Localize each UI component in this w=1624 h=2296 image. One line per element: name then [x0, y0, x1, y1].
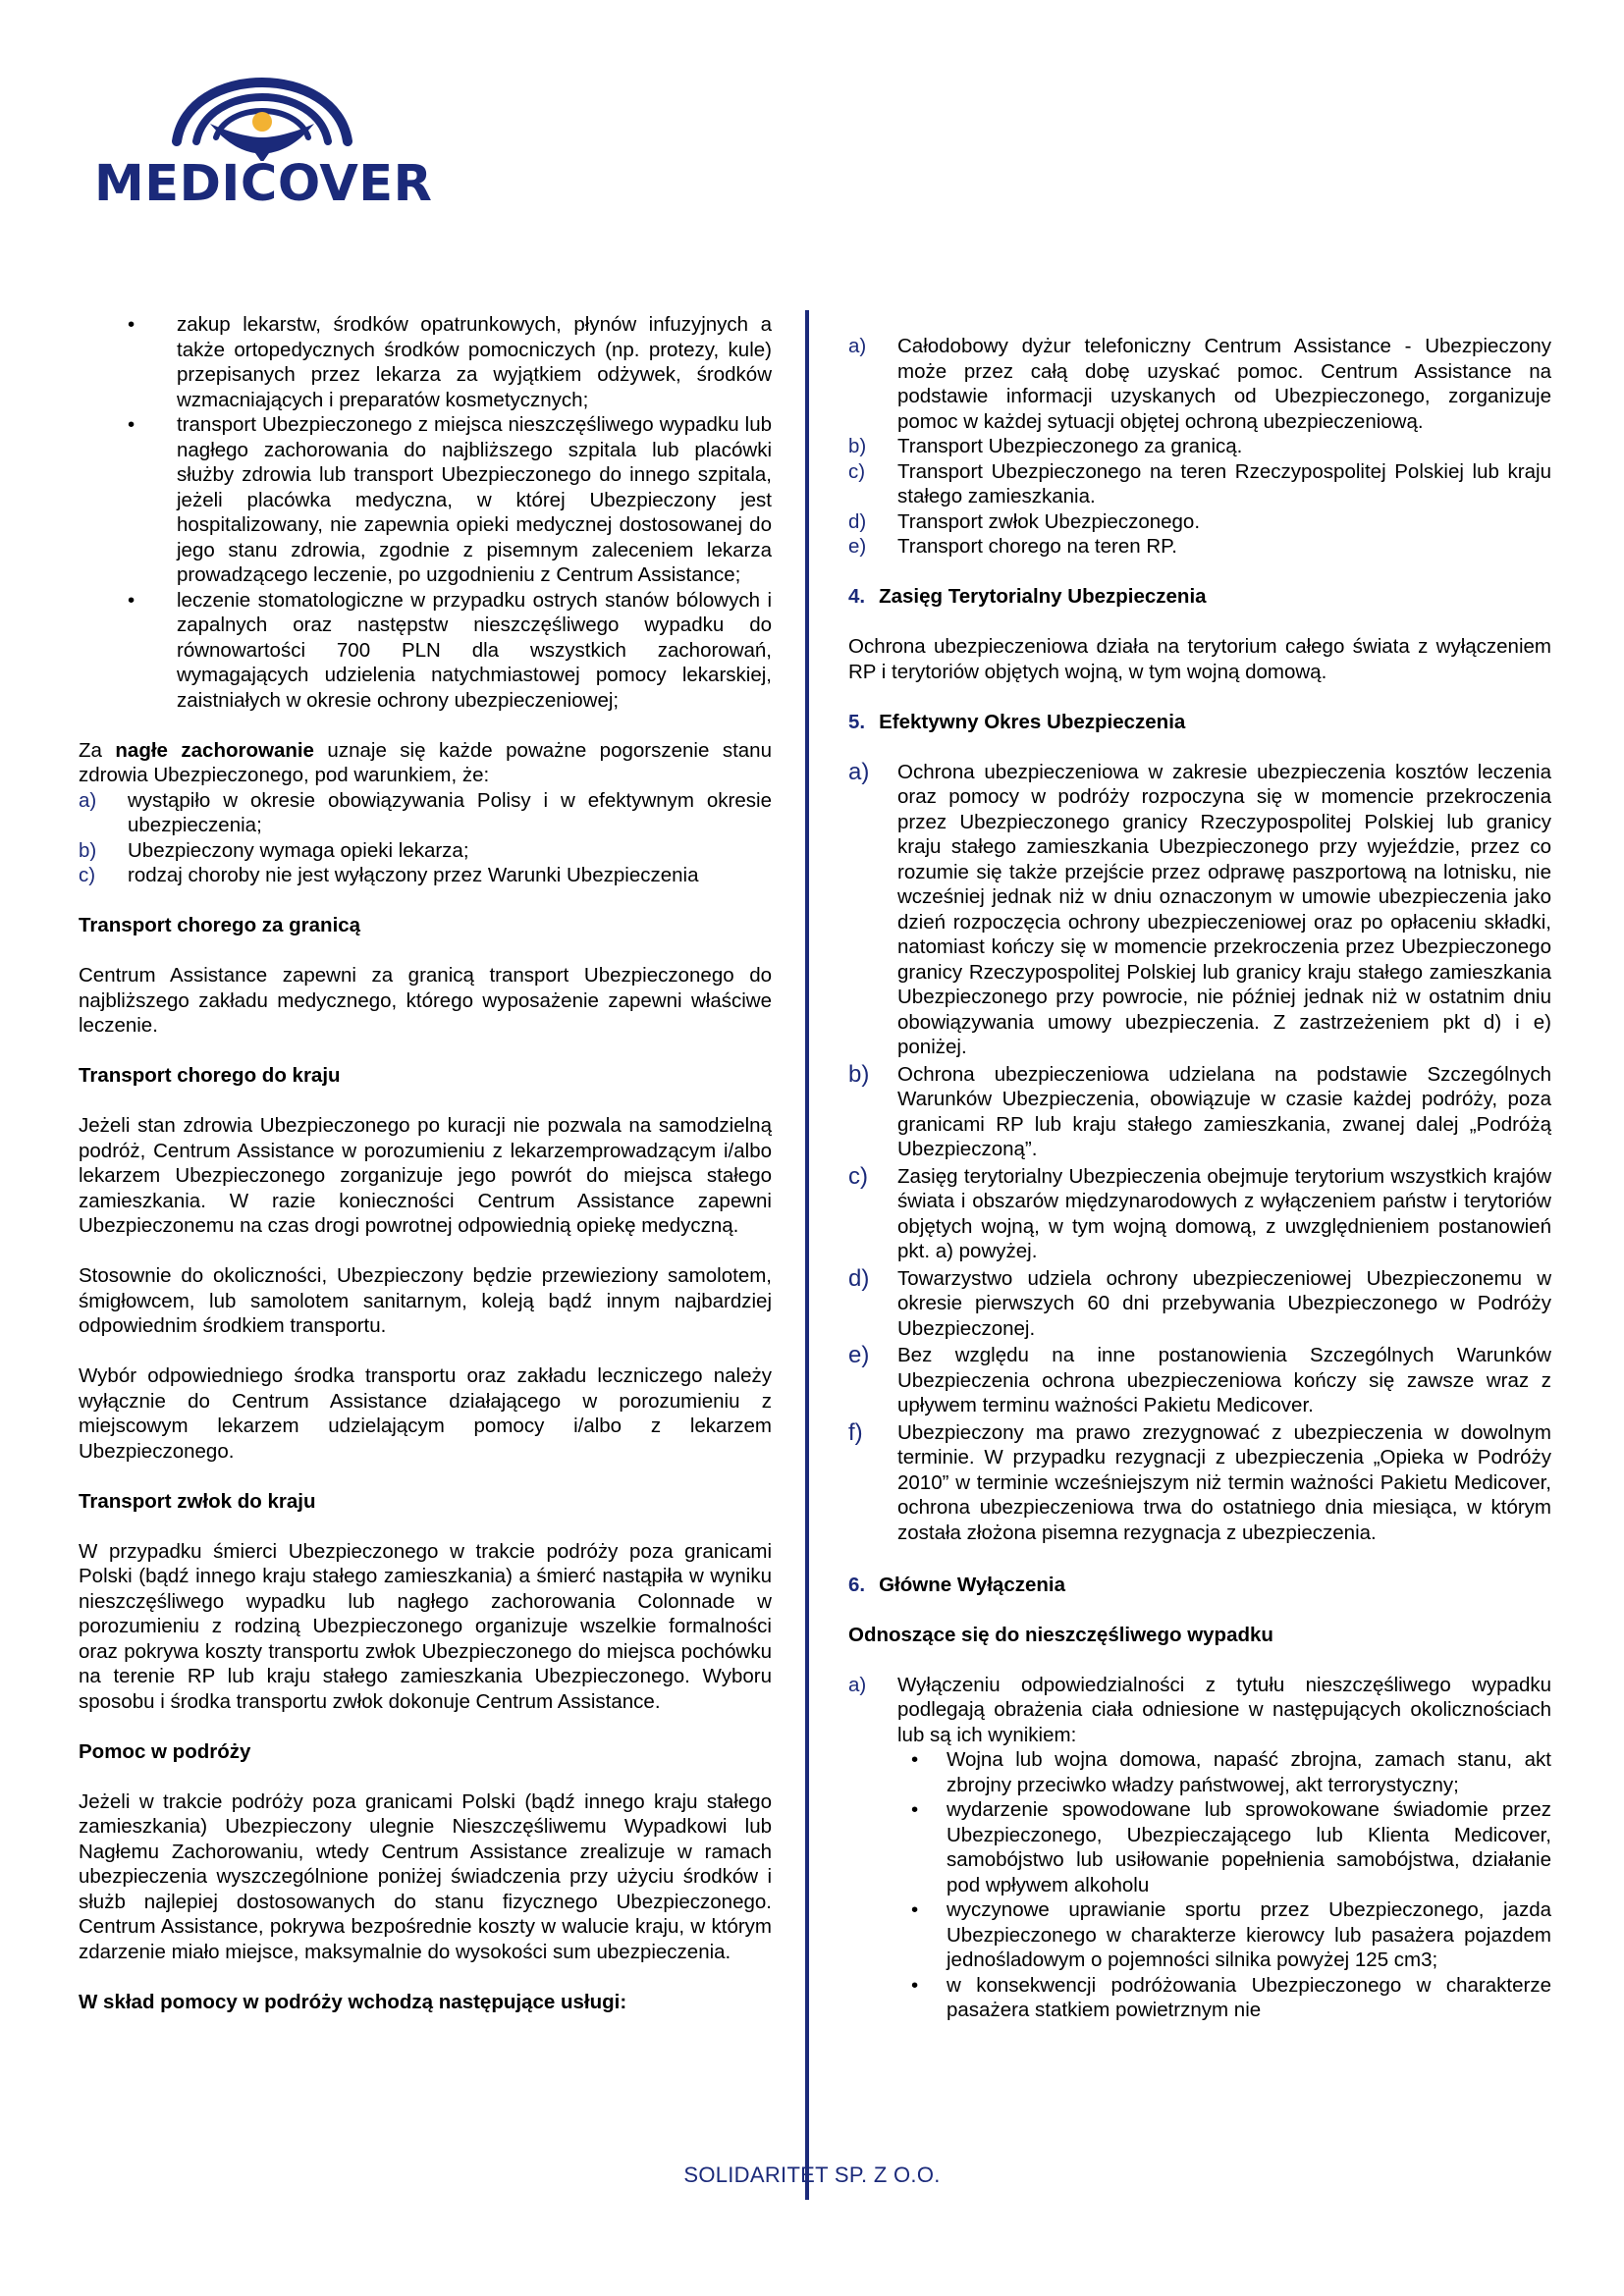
list-item: • transport Ubezpieczonego z miejsca nieszczęśliwego wypadku lub nagłego zachorowania do najbliższego szpitala lub placówki służby zdrowia lub transport Ubezpieczonego do innego szpitala, jeżeli placówka medyczna, w której Ubezpieczony jest hospitalizowany, nie zapewnia opieki medycznej dostosowanej do jego stanu zdrowia, zgodnie z pisemnym zaleceniem lekarza prowadzącego leczenie, po uzgodnieniu z Centrum Assistance;: [128, 413, 772, 586]
list-item: • wydarzenie spowodowane lub sprowokowane świadomie przez Ubezpieczonego, Ubezpieczającego lub Klienta Medicover, samobójstwo lub usiłowanie popełnienia samobójstwa, działanie pod wpływem alkoholu: [911, 1798, 1551, 1896]
section-heading: 6. Główne Wyłączenia: [848, 1573, 1065, 1596]
medicover-emblem-icon: [94, 43, 430, 161]
list-item: • zakup lekarstw, środków opatrunkowych, płynów infuzyjnych a także ortopedycznych środków pomocniczych (np. protezy, kule) przepisanych przez lekarza za wyjątkiem odżywek, środków wzmacniających i preparatów kosmetycznych;: [128, 313, 772, 411]
section-heading: W skład pomocy w podróży wchodzą następujące usługi:: [79, 1990, 627, 2013]
list-item: e) Bez względu na inne postanowienia Szczególnych Warunków Ubezpieczenia ochrona ubezpieczeniowa kończy się zawsze wraz z upływem terminu ważności Pakietu Medicover.: [848, 1342, 1551, 1416]
list-item: d) Transport zwłok Ubezpieczonego.: [848, 509, 1201, 533]
insurance-period-list: [848, 760, 1551, 1546]
list-item: • leczenie stomatologiczne w przypadku ostrych stanów bólowych i zapalnych oraz następstw nieszczęśliwego wypadku do równowartości 700 PLN dla wszystkich zachorowań, wymagających udzielenia natychmiastowej pomocy lekarskiej, zaistniałych w okresie ochrony ubezpieczeniowej;: [128, 588, 772, 712]
section-heading: Transport chorego do kraju: [79, 1064, 341, 1087]
footer-company-name: SOLIDARITET SP. Z O.O.: [683, 2163, 941, 2187]
bullet-icon: •: [911, 1973, 919, 1997]
paragraph: Centrum Assistance zapewni za granicą transport Ubezpieczonego do najbliższego zakładu medycznego, którego wyposażenie zapewni właściwe leczenie.: [79, 964, 772, 1037]
left-column: [79, 312, 772, 2014]
list-item: a) Całodobowy dyżur telefoniczny Centrum Assistance - Ubezpieczony może przez całą dobę uzyskać pomoc. Centrum Assistance na podstawie informacji uzyskanych od Ubezpieczonego, zorganizuje pomoc w każdej sytuacji objętej ochroną ubezpieczeniową.: [848, 335, 1551, 433]
sudden-illness-definition: Za nagłe zachorowanie uznaje się każde poważne pogorszenie stanu zdrowia Ubezpieczonego, pod warunkiem, że:: [79, 738, 772, 786]
list-item: • wyczynowe uprawianie sportu przez Ubezpieczonego, jazda Ubezpieczonego w charakterze kierowcy lub pasażera pojazdem jednośladowym o pojemności silnika powyżej 125 cm3;: [911, 1898, 1551, 1971]
coverage-bullet-list: [79, 312, 772, 713]
list-item: c) Transport Ubezpieczonego na teren Rzeczypospolitej Polskiej lub kraju stałego zamieszkania.: [848, 459, 1551, 507]
sudden-illness-conditions: [79, 788, 772, 888]
services-list: [848, 334, 1551, 560]
list-item: a) wystąpiło w okresie obowiązywania Polisy i w efektywnym okresie ubezpieczenia;: [79, 788, 772, 836]
brand-name: MEDICOVER: [94, 155, 433, 213]
section-heading: 5. Efektywny Okres Ubezpieczenia: [848, 710, 1186, 733]
paragraph: Wybór odpowiedniego środka transportu oraz zakładu leczniczego należy wyłącznie do Centrum Assistance działającego w porozumieniu z miejscowym lekarzem udzielającym pomocy i/albo z lekarzem Ubezpieczonego.: [79, 1364, 772, 1463]
column-divider: [805, 310, 809, 2200]
bullet-icon: •: [911, 1798, 919, 1821]
paragraph: W przypadku śmierci Ubezpieczonego w trakcie podróży poza granicami Polski (bądź innego kraju stałego zamieszkania) a śmierć nastąpiła w wyniku nieszczęśliwego wypadku lub nagłego zachorowania Colonnade w porozumieniu z rodziną Ubezpieczonego organizuje wszelkie formalności oraz pokrywa koszty transportu zwłok Ubezpieczonego do miejsca pochówku na terenie RP lub kraju stałego zamieszkania Ubezpieczonego. Wyboru sposobu i środka transportu zwłok dokonuje Centrum Assistance.: [79, 1539, 772, 1713]
list-item: c) rodzaj choroby nie jest wyłączony przez Warunki Ubezpieczenia: [79, 864, 699, 886]
list-item: b) Ochrona ubezpieczeniowa udzielana na podstawie Szczególnych Warunków Ubezpieczenia, obowiązuje w czasie każdej podróży, poza granicami RP lub kraju stałego zamieszkania, zwanej dalej „Podróżą Ubezpieczoną”.: [848, 1060, 1551, 1160]
section-heading: 4. Zasięg Terytorialny Ubezpieczenia: [848, 585, 1207, 608]
bullet-icon: •: [911, 1898, 919, 1921]
section-heading: Transport chorego za granicą: [79, 914, 361, 936]
paragraph: Ochrona ubezpieczeniowa działa na terytorium całego świata z wyłączeniem RP i terytoriów objętych wojną, w tym wojną domową.: [848, 635, 1551, 683]
list-item: a) Wyłączeniu odpowiedzialności z tytułu nieszczęśliwego wypadku podlegają obrażenia ciała odniesione w następujących okolicznościach lub są ich wynikiem: • Wojna lub wojna domowa, napaść zbrojna, zamach stanu, akt zbrojny przeciwko władzy państwowej, akt terrorystyczny; • wydarzenie spowodowane lub sprowokowane świadomie przez Ubezpieczonego, Ubezpieczającego lub Klienta Medicover, samobójstwo lub usiłowanie popełnienia samobójstwa, działanie pod wpływem alkoholu • wyczynowe uprawianie sportu przez Ubezpieczonego, jazda Ubezpieczonego w charakterze kierowcy lub pasażera pojazdem jednośladowym o pojemności silnika powyżej 125 cm3; • w konsekwencji podróżowania Ubezpieczonego w charakterze pasażera statkiem powietrznym nie: [848, 1673, 1551, 2021]
list-item: d) Towarzystwo udziela ochrony ubezpieczeniowej Ubezpieczonemu w okresie pierwszych 60 dni przebywania Ubezpieczonego w Podróży Ubezpieczonej.: [848, 1264, 1551, 1340]
list-item: f) Ubezpieczony ma prawo zrezygnować z ubezpieczenia w dowolnym terminie. W przypadku rezygnacji z ubezpieczenia „Opieka w Podróży 2010” w terminie wcześniejszym niż termin ważności Pakietu Medicover, ochrona ubezpieczeniowa trwa do ostatniego dnia miesiąca, w którym została złożona pisemna rezygnacja z ubezpieczenia.: [848, 1418, 1551, 1544]
bullet-icon: •: [128, 413, 135, 436]
bullet-icon: •: [128, 313, 135, 336]
exclusions-bullet-list: [897, 1747, 1551, 2023]
paragraph: Stosownie do okoliczności, Ubezpieczony będzie przewieziony samolotem, śmigłowcem, lub samolotem sanitarnym, koleją bądź innym najbardziej odpowiednim środkiem transportu.: [79, 1264, 772, 1337]
list-item: b) Ubezpieczony wymaga opieki lekarza;: [79, 838, 469, 862]
section-heading: Transport zwłok do kraju: [79, 1489, 316, 1513]
exclusions-list: [848, 1673, 1551, 2023]
list-item: • w konsekwencji podróżowania Ubezpieczonego w charakterze pasażera statkiem powietrznym nie: [911, 1973, 1551, 2021]
list-item: a) Ochrona ubezpieczeniowa w zakresie ubezpieczenia kosztów leczenia oraz pomocy w podróży rozpoczyna się w momencie przekroczenia przez Ubezpieczonego granicy Rzeczypospolitej Polskiej lub granicy kraju stałego zamieszkania Ubezpieczonego przy wyjeździe, przez co rozumie się także przejście przez odprawę paszportową na lotnisku, nie wcześniej jednak niż w dniu oznaczonym w umowie ubezpieczenia jako dzień rozpoczęcia ochrony ubezpieczeniowej oraz po opłaceniu składki, natomiast kończy się w momencie przekroczenia przez Ubezpieczonego granicy Rzeczypospolitej Polskiej lub granicy kraju stałego zamieszkania Ubezpieczonego przy powrocie, nie później jednak niż w ostatnim dniu obowiązywania umowy ubezpieczenia. Z zastrzeżeniem pkt d) i e) poniżej.: [848, 758, 1551, 1058]
subsection-heading: Odnoszące się do nieszczęśliwego wypadku: [848, 1623, 1273, 1646]
list-item: • Wojna lub wojna domowa, napaść zbrojna, zamach stanu, akt zbrojny przeciwko władzy państwowej, akt terrorystyczny;: [911, 1748, 1551, 1796]
section-heading: Pomoc w podróży: [79, 1739, 251, 1763]
bullet-icon: •: [911, 1748, 919, 1771]
list-item: b) Transport Ubezpieczonego za granicą.: [848, 435, 1243, 457]
bullet-icon: •: [128, 588, 135, 612]
list-item: c) Zasięg terytorialny Ubezpieczenia obejmuje terytorium wszystkich krajów świata i obszarów międzynarodowych z wyłączeniem państw i terytoriów objętych wojną, w tym wojną domową, z uwzględnieniem postanowień pkt. a) powyżej.: [848, 1162, 1551, 1262]
list-item: e) Transport chorego na teren RP.: [848, 535, 1177, 558]
paragraph: Jeżeli stan zdrowia Ubezpieczonego po kuracji nie pozwala na samodzielną podróż, Centrum Assistance w porozumieniu z lekarzemprowadzącym i/albo lekarzem Ubezpieczonego zorganizuje jego powrót do miejsca stałego zamieszkania. W razie konieczności Centrum Assistance zapewni Ubezpieczonemu na czas drogi powrotnej odpowiednią opiekę medyczną.: [79, 1114, 772, 1237]
paragraph: Jeżeli w trakcie podróży poza granicami Polski (bądź innego kraju stałego zamieszkania) Ubezpieczony ulegnie Nieszczęśliwemu Wypadkowi lub Nagłemu Zachorowaniu, wtedy Centrum Assistance zrealizuje w ramach ubezpieczenia wyszczególnione poniżej świadczenia przy użyciu środków i służb najlepiej dostosowanych do stanu fizycznego Ubezpieczonego. Centrum Assistance, pokrywa bezpośrednie koszty w walucie kraju, w którym zdarzenie miało miejsce, maksymalnie do wysokości sum ubezpieczenia.: [79, 1789, 772, 1963]
right-column: [848, 334, 1551, 2023]
